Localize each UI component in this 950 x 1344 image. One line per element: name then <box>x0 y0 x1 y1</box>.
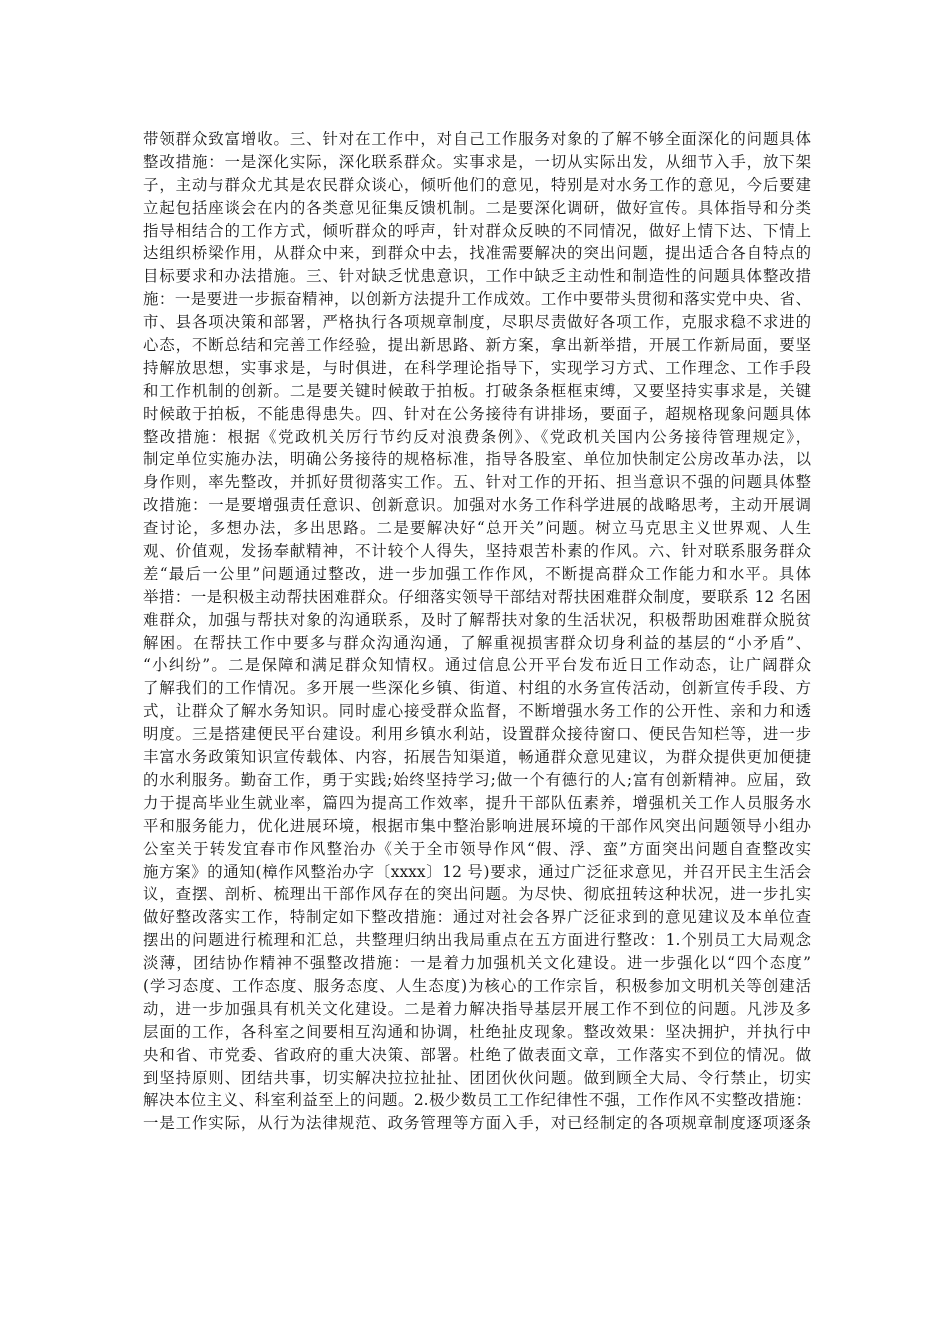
text-line: 做好整改落实工作，特制定如下整改措施：通过对社会各界广泛征求到的意见建议及本单位查 <box>143 908 811 927</box>
text-line: (学习态度、工作态度、服务态度、人生态度)为核心的工作宗旨，积极参加文明机关等创建活 <box>143 976 811 995</box>
text-line: 了解我们的工作情况。多开展一些深化乡镇、街道、村组的水务宣传活动，创新宣传手段、方 <box>143 679 811 698</box>
text-line: 举措：一是积极主动帮扶困难群众。仔细落实领导干部结对帮扶困难群众制度，要联系 12 名困 <box>143 587 811 606</box>
text-line: 淡薄，团结协作精神不强整改措施：一是着力加强机关文化建设。进一步强化以“四个态度” <box>143 954 811 973</box>
text-line: 解决本位主义、科室利益至上的问题。2.极少数员工工作纪律性不强，工作作风不实整改措施： <box>143 1091 811 1110</box>
text-line: “小纠纷”。二是保障和满足群众知情权。通过信息公开平台发布近日工作动态，让广阔群众 <box>143 656 811 675</box>
text-line: 市、县各项决策和部署，严格执行各项规章制度，尽职尽责做好各项工作，克服求稳不求进的 <box>143 313 811 332</box>
text-line: 和工作机制的创新。二是要关键时候敢于拍板。打破条条框框束缚，又要坚持实事求是，关键 <box>143 381 811 400</box>
text-line: 持解放思想，实事求是，与时俱进，在科学理论指导下，实现学习方式、工作理念、工作手段 <box>143 358 811 377</box>
text-line: 指导相结合的工作方式，倾听群众的呼声，针对群众反映的不同情况，做好上情下达、下情上 <box>143 221 811 240</box>
text-line: 心态，不断总结和完善工作经验，提出新思路、新方案，拿出新举措，开展工作新局面，要坚 <box>143 336 811 355</box>
text-line: 的水利服务。勤奋工作，勇于实践;始终坚持学习;做一个有德行的人;富有创新精神。应届，致 <box>143 770 811 789</box>
text-line: 解困。在帮扶工作中要多与群众沟通沟通，了解重视损害群众切身利益的基层的“小矛盾”、 <box>143 633 811 652</box>
text-line: 式，让群众了解水务知识。同时虚心接受群众监督，不断增强水务工作的公开性、亲和力和透 <box>143 702 811 721</box>
text-line: 子，主动与群众尤其是农民群众谈心，倾听他们的意见，特别是对水务工作的意见，今后要建 <box>143 175 811 194</box>
text-line: 丰富水务政策知识宣传载体、内容，拓展告知渠道，畅通群众意见建议，为群众提供更加便捷 <box>143 748 811 767</box>
text-line: 公室关于转发宜春市作风整治办《关于全市领导作风“假、浮、蛮”方面突出问题自查整改实 <box>143 839 811 858</box>
text-line: 施：一是要进一步振奋精神，以创新方法提升工作成效。工作中要带头贯彻和落实党中央、省、 <box>143 290 811 309</box>
text-line: 明度。三是搭建便民平台建设。利用乡镇水利站，设置群众接待窗口、便民告知栏等，进一步 <box>143 725 811 744</box>
text-line: 力于提高毕业生就业率，篇四为提高工作效率，提升干部队伍素养，增强机关工作人员服务水 <box>143 793 811 812</box>
text-line: 平和服务能力，优化进展环境，根据市集中整治影响进展环境的干部作风突出问题领导小组办 <box>143 816 811 835</box>
text-line: 难群众，加强与帮扶对象的沟通联系，及时了解帮扶对象的生活状况，积极帮助困难群众脱贫 <box>143 610 811 629</box>
text-line: 一是工作实际，从行为法律规范、政务管理等方面入手，对已经制定的各项规章制度逐项逐条 <box>143 1114 811 1133</box>
text-line: 央和省、市党委、省政府的重大决策、部署。杜绝了做表面文章，工作落实不到位的情况。做 <box>143 1045 811 1064</box>
text-line: 制定单位实施办法，明确公务接待的规格标准，指导各股室、单位加快制定公房改革办法，以 <box>143 450 811 469</box>
text-line: 身作则，率先整改，并抓好贯彻落实工作。五、针对工作的开拓、担当意识不强的问题具体整 <box>143 473 811 492</box>
text-line: 差“最后一公里”问题通过整改，进一步加强工作作风，不断提高群众工作能力和水平。具体 <box>143 564 811 583</box>
text-line: 到坚持原则、团结共事，切实解决拉拉扯扯、团团伙伙问题。做到顾全大局、令行禁止，切实 <box>143 1068 811 1087</box>
text-line: 摆出的问题进行梳理和汇总，共整理归纳出我局重点在五方面进行整改：1.个别员工大局观念 <box>143 931 811 950</box>
text-line: 立起包括座谈会在内的各类意见征集反馈机制。二是要深化调研，做好宣传。具体指导和分类 <box>143 198 811 217</box>
text-line: 达组织桥梁作用，从群众中来，到群众中去，找准需要解决的突出问题，提出适合各自特点的 <box>143 244 811 263</box>
text-line: 改措施：一是要增强责任意识、创新意识。加强对水务工作科学进展的战略思考，主动开展调 <box>143 496 811 515</box>
text-line: 时候敢于拍板，不能患得患失。四、针对在公务接待有讲排场，要面子，超规格现象问题具体 <box>143 404 811 423</box>
text-line: 带领群众致富增收。三、针对在工作中，对自己工作服务对象的了解不够全面深化的问题具体 <box>143 130 811 148</box>
text-line: 议，查摆、剖析、梳理出干部作风存在的突出问题。为尽快、彻底扭转这种状况，进一步扎实 <box>143 885 811 904</box>
text-line: 目标要求和办法措施。三、针对缺乏忧患意识，工作中缺乏主动性和制造性的问题具体整改措 <box>143 267 811 286</box>
text-line: 整改措施：一是深化实际，深化联系群众。实事求是，一切从实际出发，从细节入手，放下架 <box>143 152 811 171</box>
text-line: 施方案》的通知(樟作风整治办字〔xxxx〕12 号)要求，通过广泛征求意见，并召开民主生活会 <box>143 862 811 881</box>
text-line: 观、价值观，发扬奉献精神，不计较个人得失，坚持艰苦朴素的作风。六、针对联系服务群众 <box>143 542 811 561</box>
text-line: 层面的工作，各科室之间要相互沟通和协调，杜绝扯皮现象。整改效果：坚决拥护，并执行中 <box>143 1022 811 1041</box>
text-line: 整改措施：根据《党政机关厉行节约反对浪费条例》、《党政机关国内公务接待管理规定》， <box>143 427 811 446</box>
text-line: 动，进一步加强具有机关文化建设。二是着力解决指导基层开展工作不到位的问题。凡涉及多 <box>143 999 811 1018</box>
text-line: 查讨论，多想办法，多出思路。二是要解决好“总开关”问题。树立马克思主义世界观、人生 <box>143 519 811 538</box>
document-body-text <box>143 128 811 1135</box>
